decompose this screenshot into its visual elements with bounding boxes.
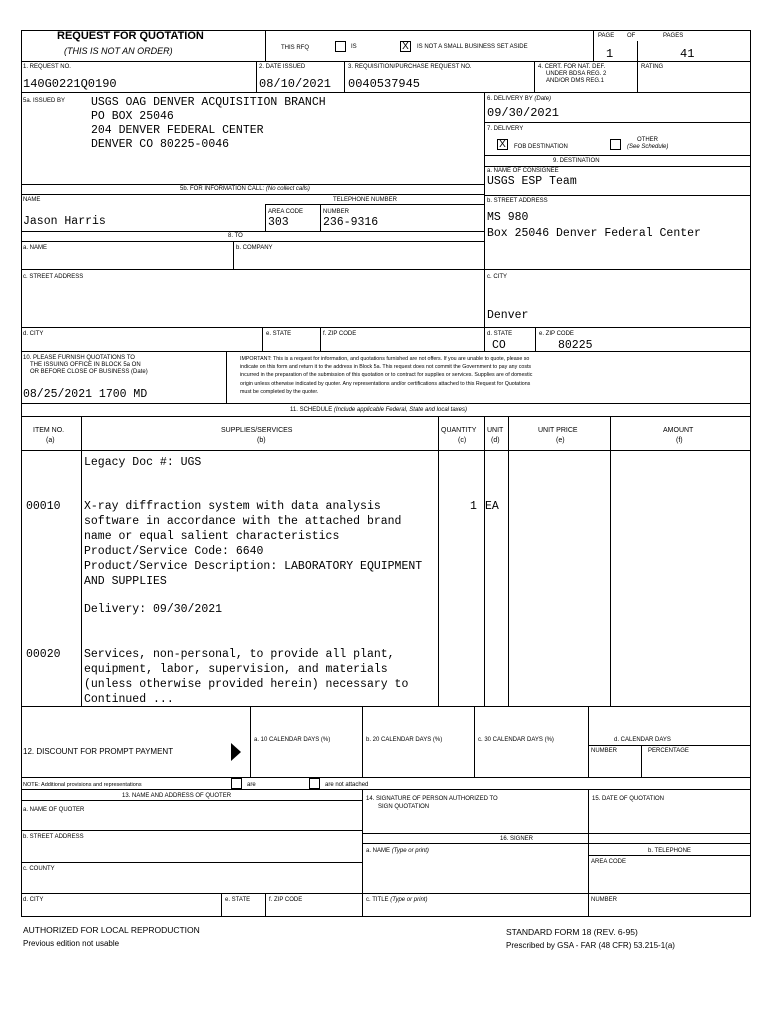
col-unit-header: UNIT [487, 427, 504, 434]
total-pages: 41 [680, 47, 695, 61]
date-issued-label: 2. DATE ISSUED [259, 64, 306, 70]
discount-label: 12. DISCOUNT FOR PROMPT PAYMENT [23, 747, 174, 756]
dest-zip-label: e. ZIP CODE [539, 331, 574, 337]
dest-state-label: d. STATE [487, 331, 513, 337]
item-desc-line: X-ray diffraction system with data analysis [84, 500, 381, 513]
consignee-label: a. NAME OF CONSIGNEE [487, 168, 559, 174]
dest-city-label: c. CITY [487, 274, 508, 280]
form-subtitle: (THIS IS NOT AN ORDER) [64, 46, 173, 56]
signer-name-label: a. NAME (Type or print) [366, 848, 429, 854]
quoter-header: 13. NAME AND ADDRESS OF QUOTER [122, 793, 232, 799]
deliver-by-label: 6. DELIVERY BY (Date) [487, 96, 552, 102]
furnish-label-1: 10. PLEASE FURNISH QUOTATIONS TO [23, 355, 135, 361]
item-desc-line: software in accordance with the attached brand [84, 515, 402, 528]
date-issued: 08/10/2021 [259, 77, 332, 91]
quoter-zip-label: f. ZIP CODE [269, 897, 303, 903]
signature-label-2: SIGN QUOTATION [378, 804, 430, 810]
issued-by-line-2: PO BOX 25046 [91, 110, 174, 123]
issued-by-line-3: 204 DENVER FEDERAL CENTER [91, 124, 264, 137]
other-delivery-checkbox[interactable] [610, 139, 621, 150]
delivery-label: 7. DELIVERY [487, 126, 524, 132]
dest-zip: 80225 [558, 339, 593, 352]
issued-by-line-1: USGS OAG DENVER ACQUISITION BRANCH [91, 96, 326, 109]
fob-destination-checkbox[interactable]: X [497, 139, 508, 150]
other-note: (See Schedule) [627, 144, 669, 150]
telephone-label: TELEPHONE NUMBER [333, 197, 398, 203]
col-supplies-header: SUPPLIES/SERVICES [221, 427, 293, 434]
furnish-label-2: THE ISSUING OFFICE IN BLOCK 5a ON [30, 362, 141, 368]
page-number: 1 [606, 47, 614, 61]
other-label: OTHER [637, 137, 658, 143]
discount-days-label: d. CALENDAR DAYS [614, 737, 671, 743]
important-line-5: must be completed by the quoter. [240, 389, 319, 395]
to-street-label: c. STREET ADDRESS [23, 274, 84, 280]
col-qty-header: QUANTITY [441, 427, 477, 434]
info-call-label: 5b. FOR INFORMATION CALL: (No collect calls) [180, 186, 310, 192]
col-amount-sub: (f) [676, 437, 683, 444]
footer-previous-edition: Previous edition not usable [23, 939, 120, 948]
quotation-due: 08/25/2021 1700 MD [23, 388, 148, 401]
important-line-4: origin unless otherwise indicated by quoter. Any representations and/or certifications attached to this Request for Quotations [240, 381, 531, 387]
discount-number-label: NUMBER [591, 748, 618, 754]
col-price-sub: (e) [556, 437, 565, 444]
discount-30-label: c. 30 CALENDAR DAYS (%) [478, 737, 554, 743]
consignee-name: USGS ESP Team [487, 175, 577, 188]
to-state-label: e. STATE [266, 331, 292, 337]
col-price-header: UNIT PRICE [538, 427, 578, 434]
important-line-1: IMPORTANT: This is a request for information, and quotations furnished are not offers. If you are unable to quote, please so [240, 356, 530, 362]
quoter-city-label: d. CITY [23, 897, 44, 903]
item-desc-line: Services, non-personal, to provide all plant, [84, 648, 395, 661]
to-company-label: b. COMPANY [236, 245, 273, 251]
item-desc-line: Continued ... [84, 693, 174, 706]
quotation-date-label: 15. DATE OF QUOTATION [592, 796, 665, 802]
quoter-state-label: e. STATE [225, 897, 251, 903]
signer-area-code-label: AREA CODE [591, 859, 627, 865]
signer-telephone-label: b. TELEPHONE [648, 848, 691, 854]
item-desc-line: Product/Service Description: LABORATORY EQUIPMENT [84, 560, 423, 573]
quoter-name-label: a. NAME OF QUOTER [23, 807, 85, 813]
discount-10-label: a. 10 CALENDAR DAYS (%) [254, 737, 331, 743]
is-not-small-business-label: IS NOT A SMALL BUSINESS SET ASIDE [417, 44, 528, 50]
col-item-sub: (a) [46, 437, 55, 444]
quoter-county-label: c. COUNTY [23, 866, 55, 872]
is-label: IS [351, 44, 357, 50]
to-zip-label: f. ZIP CODE [323, 331, 357, 337]
provisions-are-label: are [247, 782, 256, 788]
request-no: 140G0221Q0190 [23, 77, 117, 91]
number-label: NUMBER [323, 209, 350, 215]
discount-20-label: b. 20 CALENDAR DAYS (%) [366, 737, 443, 743]
footer-authorized: AUTHORIZED FOR LOCAL REPRODUCTION [23, 925, 200, 935]
important-line-2: indicate on this form and return it to the address in Block 5a. This request does not commit the Government to pay any costs [240, 364, 532, 370]
col-item-header: ITEM NO. [33, 427, 65, 434]
form-title: REQUEST FOR QUOTATION [57, 30, 204, 42]
col-supplies-sub: (b) [257, 437, 266, 444]
area-code-label: AREA CODE [268, 209, 304, 215]
signer-number-label: NUMBER [591, 897, 618, 903]
to-name-label: a. NAME [23, 245, 48, 251]
signature-label: 14. SIGNATURE OF PERSON AUTHORIZED TO [366, 796, 498, 802]
legacy-doc: Legacy Doc #: UGS [84, 456, 202, 469]
requisition-no: 0040537945 [348, 77, 421, 91]
footer-form-number: STANDARD FORM 18 (REV. 6-95) [506, 927, 638, 937]
important-line-3: incurred in the preparation of the submission of this quotation or to contract for supplies or services. Supplies are of domestic [240, 372, 533, 378]
of-label: OF [627, 33, 636, 39]
contact-name-label: NAME [23, 197, 41, 203]
item-no: 00010 [26, 500, 61, 513]
fob-destination-label: FOB DESTINATION [514, 144, 568, 150]
deliver-by-date: 09/30/2021 [487, 106, 560, 120]
footer-prescribed: Prescribed by GSA - FAR (48 CFR) 53.215-1(a) [506, 941, 675, 950]
cert-label: 4. CERT. FOR NAT. DEF. [538, 64, 606, 70]
quoter-street-label: b. STREET ADDRESS [23, 834, 84, 840]
signer-title-label: c. TITLE (Type or print) [366, 897, 428, 903]
this-rfq-label: THIS RFQ [281, 45, 309, 51]
furnish-label-3: OR BEFORE CLOSE OF BUSINESS (Date) [30, 369, 148, 375]
dest-state: CO [492, 339, 506, 352]
provisions-are-not-checkbox[interactable] [309, 778, 320, 789]
contact-number: 236-9316 [323, 216, 379, 229]
issued-by-line-4: DENVER CO 80225-0046 [91, 138, 230, 151]
item-desc-line: Delivery: 09/30/2021 [84, 603, 223, 616]
note-label: NOTE: Additional provisions and representations [23, 782, 142, 788]
request-no-label: 1. REQUEST NO. [23, 64, 71, 70]
schedule-label: 11. SCHEDULE (Include applicable Federal, State and local taxes) [290, 407, 467, 413]
col-amount-header: AMOUNT [663, 427, 694, 434]
dest-street-1: MS 980 [487, 211, 529, 224]
discount-percentage-label: PERCENTAGE [648, 748, 689, 754]
is-small-business-checkbox[interactable] [335, 41, 346, 52]
item-desc-line: equipment, labor, supervision, and materials [84, 663, 388, 676]
is-not-small-business-checkbox[interactable]: X [400, 41, 411, 52]
to-label: 8. TO [228, 233, 243, 239]
issued-by-label: 5a. ISSUED BY [23, 98, 66, 104]
item-desc-line: Product/Service Code: 6640 [84, 545, 264, 558]
signer-label: 16. SIGNER [500, 836, 534, 842]
pages-label: PAGES [663, 33, 684, 39]
provisions-are-not-label: are not attached [325, 782, 369, 788]
item-no: 00020 [26, 648, 61, 661]
item-desc-line: (unless otherwise provided herein) necessary to [84, 678, 409, 691]
cert-label-2: UNDER BDSA REG. 2 [546, 71, 607, 77]
destination-label: 9. DESTINATION [553, 158, 600, 164]
item-desc-line: name or equal salient characteristics [84, 530, 340, 543]
dest-street-label: b. STREET ADDRESS [487, 198, 548, 204]
page-label: PAGE [598, 33, 615, 39]
provisions-are-checkbox[interactable] [231, 778, 242, 789]
rating-label: RATING [641, 64, 664, 70]
contact-area-code: 303 [268, 216, 289, 229]
arrow-right-icon [231, 743, 241, 761]
cert-label-3: AND/OR DMS REG.1 [546, 78, 605, 84]
contact-name: Jason Harris [23, 215, 106, 228]
item-unit: EA [485, 500, 499, 513]
col-qty-sub: (c) [458, 437, 467, 444]
to-city-label: d. CITY [23, 331, 44, 337]
col-unit-sub: (d) [491, 437, 500, 444]
requisition-label: 3. REQUISITION/PURCHASE REQUEST NO. [348, 64, 472, 70]
item-desc-line: AND SUPPLIES [84, 575, 167, 588]
dest-street-2: Box 25046 Denver Federal Center [487, 227, 701, 240]
dest-city: Denver [487, 309, 529, 322]
item-quantity: 1 [470, 500, 477, 513]
